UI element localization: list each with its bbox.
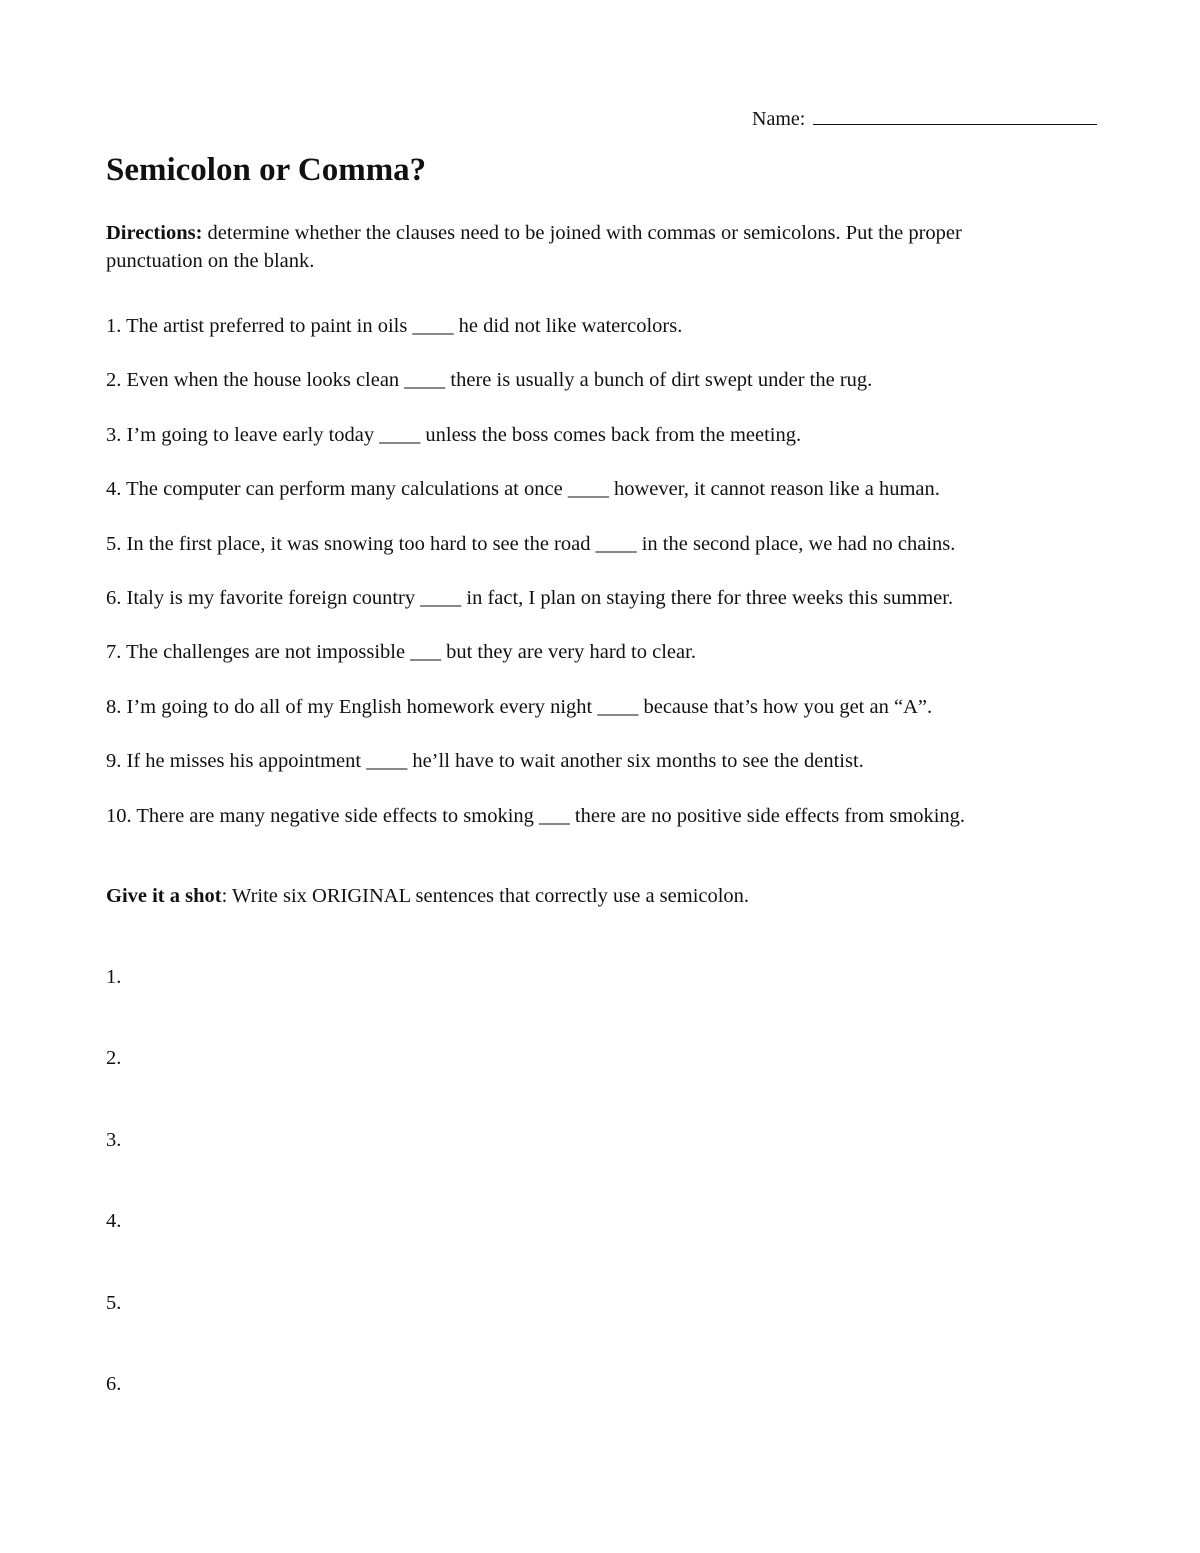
answer-item: 4. [106,1210,122,1233]
question-item: 1. The artist preferred to paint in oils ____ he did not like watercolors. [106,315,683,337]
question-item: 5. In the first place, it was snowing too hard to see the road ____ in the second place, we had no chains. [106,532,956,555]
question-item: 9. If he misses his appointment ____ he’ll have to wait another six months to see the dentist. [106,750,864,773]
question-list [106,311,1106,855]
question-item: 6. Italy is my favorite foreign country ____ in fact, I plan on staying there for three weeks this summer. [106,586,954,609]
prompt-label: Give it a shot [106,885,222,907]
question-item: 10. There are many negative side effects to smoking ___ there are no positive side effects from smoking. [106,804,966,827]
directions-label: Directions: [106,222,203,244]
question-item: 4. The computer can perform many calculations at once ____ however, it cannot reason like a human. [106,478,940,501]
prompt-text: : Write six ORIGINAL sentences that correctly use a semicolon. [221,885,750,907]
name-label: Name: [752,108,806,130]
name-blank[interactable] [813,106,1097,125]
page-title: Semicolon or Comma? [106,152,427,188]
directions-text: determine whether the clauses need to be joined with commas or semicolons. Put the proper punctuation on the blank. [106,222,962,272]
question-item: 7. The challenges are not impossible ___ but they are very hard to clear. [106,641,696,664]
answer-list [106,962,121,1450]
question-item: 3. I’m going to leave early today ____ unless the boss comes back from the meeting. [106,423,802,446]
answer-item: 1. [106,966,122,988]
answer-item: 6. [106,1372,122,1395]
answer-item: 2. [106,1047,122,1070]
answer-item: 5. [106,1291,122,1314]
question-item: 8. I’m going to do all of my English homework every night ____ because that’s how you get an “A”. [106,695,933,718]
give-it-a-shot-prompt [106,881,749,911]
answer-item: 3. [106,1128,122,1151]
question-item: 2. Even when the house looks clean ____ there is usually a bunch of dirt swept under the rug. [106,369,873,392]
name-field [752,106,1097,131]
directions [106,219,1046,275]
